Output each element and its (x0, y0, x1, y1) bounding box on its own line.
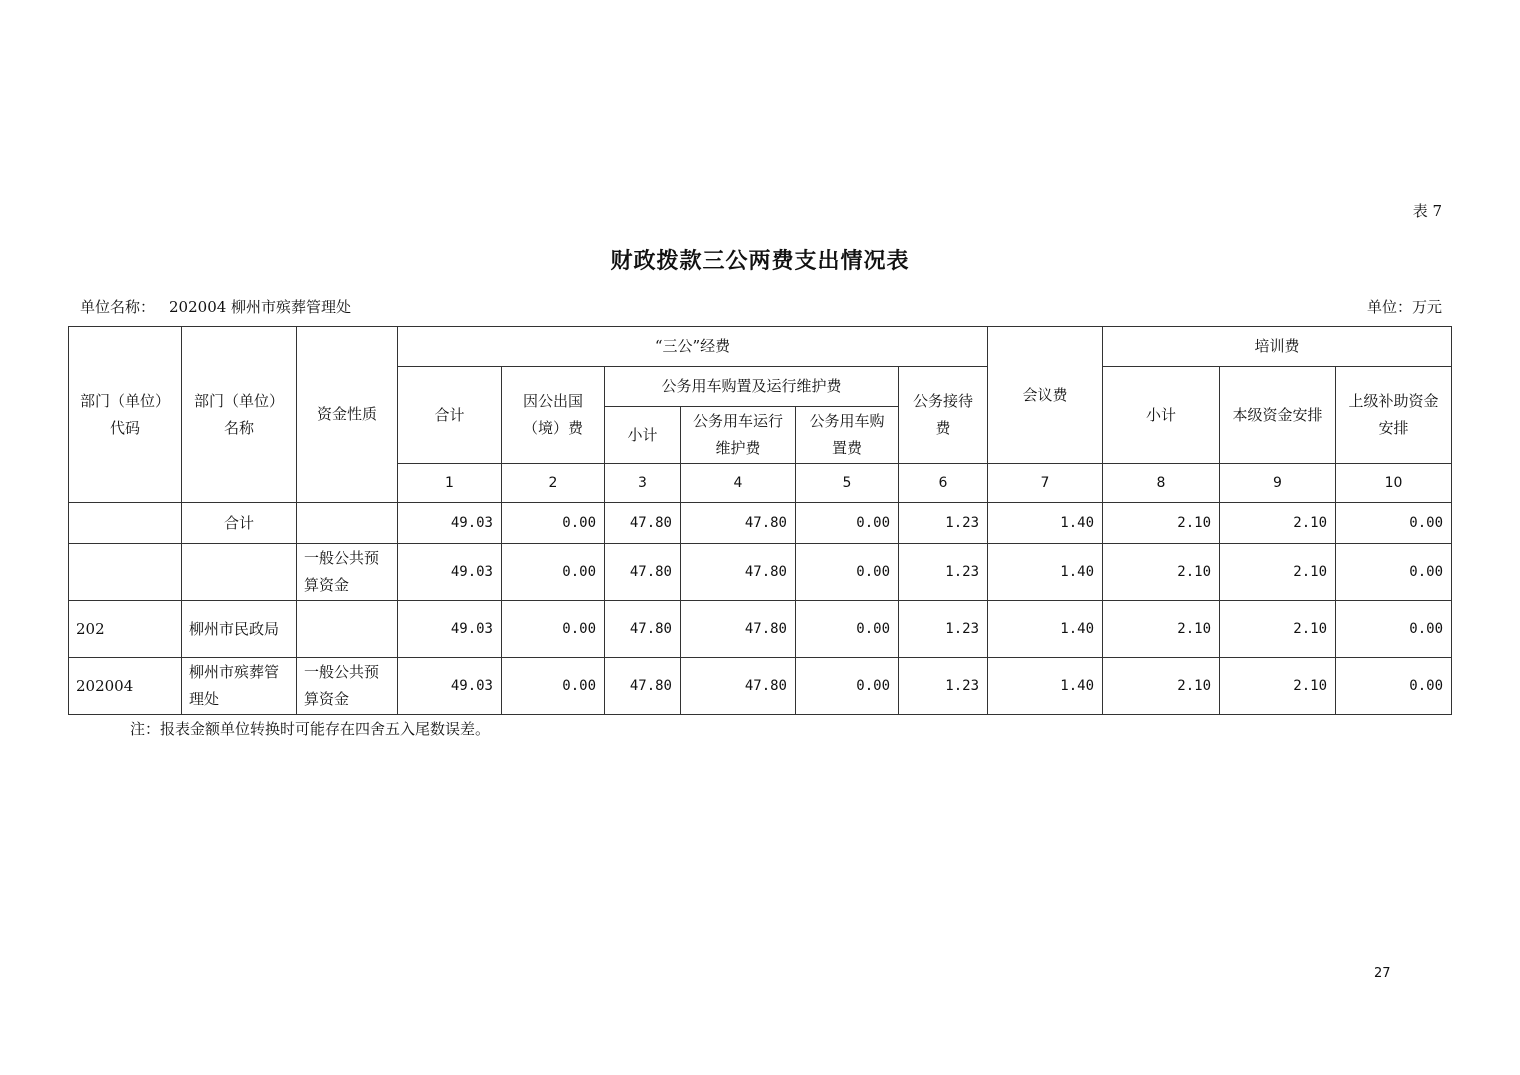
dept-code-cell: 202004 (69, 658, 182, 715)
header-car-subtotal: 小计 (605, 407, 681, 464)
column-index: 4 (681, 464, 796, 503)
table-row (69, 544, 1452, 601)
value-cell: 47.80 (681, 503, 796, 544)
header-sangong: “三公”经费 (398, 327, 988, 367)
header-fund-nature: 资金性质 (297, 327, 398, 503)
header-car-group: 公务用车购置及运行维护费 (605, 367, 899, 407)
value-cell: 0.00 (796, 503, 899, 544)
header-car-running: 公务用车运行维护费 (681, 407, 796, 464)
value-cell: 1.23 (899, 503, 988, 544)
value-cell: 1.23 (899, 658, 988, 715)
value-cell: 1.23 (899, 601, 988, 658)
value-cell: 0.00 (502, 544, 605, 601)
value-cell: 2.10 (1220, 658, 1336, 715)
value-cell: 2.10 (1103, 544, 1220, 601)
value-cell: 1.23 (899, 544, 988, 601)
column-index: 7 (988, 464, 1103, 503)
dept-name-cell: 柳州市民政局 (182, 601, 297, 658)
value-cell: 47.80 (605, 503, 681, 544)
value-cell: 47.80 (681, 601, 796, 658)
header-row-1 (69, 327, 1452, 367)
header-car-purchase: 公务用车购置费 (796, 407, 899, 464)
value-cell: 0.00 (502, 658, 605, 715)
header-dept-name: 部门（单位）名称 (182, 327, 297, 503)
dept-code-cell (69, 544, 182, 601)
column-index: 3 (605, 464, 681, 503)
value-cell: 1.40 (988, 601, 1103, 658)
header-meeting: 会议费 (988, 327, 1103, 464)
value-cell: 49.03 (398, 503, 502, 544)
dept-code-cell: 202 (69, 601, 182, 658)
fund-nature-cell (297, 601, 398, 658)
header-training: 培训费 (1103, 327, 1452, 367)
value-cell: 0.00 (1336, 601, 1452, 658)
value-cell: 2.10 (1103, 503, 1220, 544)
dept-code-cell (69, 503, 182, 544)
dept-name-cell: 柳州市殡葬管理处 (182, 658, 297, 715)
page-number: 27 (1374, 966, 1391, 981)
expense-table (68, 326, 1452, 715)
header-train-local: 本级资金安排 (1220, 367, 1336, 464)
header-reception: 公务接待费 (899, 367, 988, 464)
value-cell: 2.10 (1103, 658, 1220, 715)
value-cell: 2.10 (1220, 544, 1336, 601)
column-index: 5 (796, 464, 899, 503)
dept-name-cell (182, 544, 297, 601)
column-index: 10 (1336, 464, 1452, 503)
value-cell: 49.03 (398, 658, 502, 715)
unit-name-line (80, 296, 365, 317)
value-cell: 47.80 (605, 601, 681, 658)
value-cell: 0.00 (796, 601, 899, 658)
value-cell: 2.10 (1103, 601, 1220, 658)
page-title: 财政拨款三公两费支出情况表 (610, 249, 910, 274)
value-cell: 0.00 (502, 503, 605, 544)
fund-nature-cell: 一般公共预算资金 (297, 544, 398, 601)
header-abroad: 因公出国（境）费 (502, 367, 605, 464)
column-index: 8 (1103, 464, 1220, 503)
value-cell: 1.40 (988, 544, 1103, 601)
value-cell: 47.80 (605, 544, 681, 601)
value-cell: 0.00 (502, 601, 605, 658)
column-index: 9 (1220, 464, 1336, 503)
value-cell: 47.80 (605, 658, 681, 715)
header-train-upper: 上级补助资金安排 (1336, 367, 1452, 464)
value-cell: 0.00 (796, 544, 899, 601)
value-cell: 0.00 (1336, 503, 1452, 544)
table-number: 表 7 (1412, 202, 1442, 220)
table-row (69, 601, 1452, 658)
header-train-subtotal: 小计 (1103, 367, 1220, 464)
value-cell: 0.00 (1336, 544, 1452, 601)
value-cell: 49.03 (398, 544, 502, 601)
currency-unit: 单位：万元 (1366, 298, 1442, 316)
value-cell: 1.40 (988, 503, 1103, 544)
unit-name-label: 单位名称： (80, 298, 156, 316)
column-index: 2 (502, 464, 605, 503)
table-row (69, 658, 1452, 715)
dept-name-cell: 合计 (182, 503, 297, 544)
column-index: 6 (899, 464, 988, 503)
header-dept-code: 部门（单位）代码 (69, 327, 182, 503)
header-total: 合计 (398, 367, 502, 464)
value-cell: 49.03 (398, 601, 502, 658)
value-cell: 47.80 (681, 544, 796, 601)
column-index: 1 (398, 464, 502, 503)
value-cell: 2.10 (1220, 601, 1336, 658)
fund-nature-cell: 一般公共预算资金 (297, 658, 398, 715)
fund-nature-cell (297, 503, 398, 544)
value-cell: 1.40 (988, 658, 1103, 715)
value-cell: 2.10 (1220, 503, 1336, 544)
footnote: 注：报表金额单位转换时可能存在四舍五入尾数误差。 (130, 720, 491, 738)
unit-name-value: 202004 柳州市殡葬管理处 (169, 298, 352, 316)
value-cell: 47.80 (681, 658, 796, 715)
value-cell: 0.00 (1336, 658, 1452, 715)
value-cell: 0.00 (796, 658, 899, 715)
table-row (69, 503, 1452, 544)
